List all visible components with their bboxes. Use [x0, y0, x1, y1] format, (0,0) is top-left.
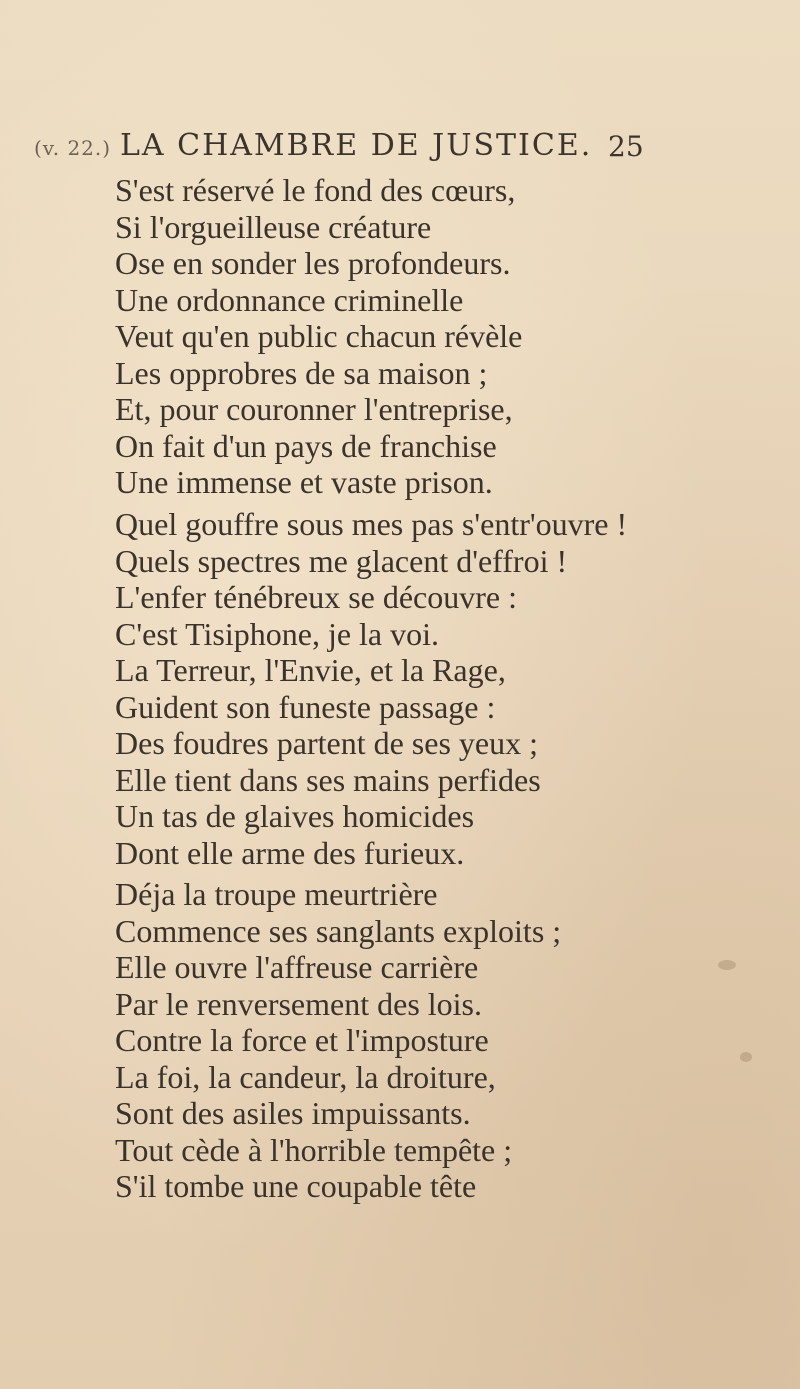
- verse-line: Un tas de glaives homicides: [115, 798, 475, 834]
- verse-line: Elle ouvre l'affreuse carrière: [115, 949, 479, 985]
- verse-line: Par le renversement des lois.: [115, 985, 482, 1022]
- verse-line: On fait d'un pays de franchise: [115, 427, 497, 464]
- verse-line: Quel gouffre sous mes pas s'entr'ouvre !: [115, 506, 628, 542]
- page-number: 25: [608, 130, 644, 163]
- verse-line: Dont elle arme des furieux.: [115, 834, 465, 871]
- stanza-2: [115, 506, 675, 871]
- verse-line: Des foudres partent de ses yeux ;: [115, 725, 538, 761]
- verse-line: Déja la troupe meurtrière: [115, 876, 438, 912]
- verse-line: Elle tient dans ses mains perfides: [115, 761, 541, 798]
- verse-line: Sont des asiles impuissants.: [115, 1095, 471, 1131]
- verse-line: Les opprobres de sa maison ;: [115, 354, 488, 391]
- page-header: [34, 128, 664, 168]
- stanza-1: [115, 172, 675, 501]
- verse-line: Guident son funeste passage :: [115, 688, 496, 725]
- verse-line: Quels spectres me glacent d'effroi !: [115, 542, 568, 579]
- verse-line: S'il tombe une coupable tête: [115, 1168, 477, 1204]
- paper-stain: [718, 960, 736, 970]
- verse-line: Une ordonnance criminelle: [115, 281, 464, 318]
- verse-line: L'enfer ténébreux se découvre :: [115, 579, 517, 615]
- paper-stain: [740, 1052, 752, 1062]
- verse-line: Veut qu'en public chacun révèle: [115, 318, 523, 354]
- verse-line: Ose en sonder les profondeurs.: [115, 245, 511, 281]
- verse-line: La foi, la candeur, la droiture,: [115, 1058, 496, 1095]
- verse-line: Commence ses sanglants exploits ;: [115, 912, 562, 949]
- verse-line: C'est Tisiphone, je la voi.: [115, 615, 440, 652]
- verse-line: Et, pour couronner l'entreprise,: [115, 391, 513, 427]
- verse-line: S'est réservé le fond des cœurs,: [115, 172, 516, 208]
- verse-line: Tout cède à l'horrible tempête ;: [115, 1131, 513, 1168]
- stanza-3: [115, 876, 675, 1205]
- verse-line: Une immense et vaste prison.: [115, 464, 493, 500]
- running-title: LA CHAMBRE DE JUSTICE.: [120, 128, 593, 163]
- verse-line: Si l'orgueilleuse créature: [115, 208, 432, 245]
- verse-reference: (v. 22.): [34, 136, 112, 160]
- verse-line: La Terreur, l'Envie, et la Rage,: [115, 652, 506, 688]
- verse-line: Contre la force et l'imposture: [115, 1022, 489, 1058]
